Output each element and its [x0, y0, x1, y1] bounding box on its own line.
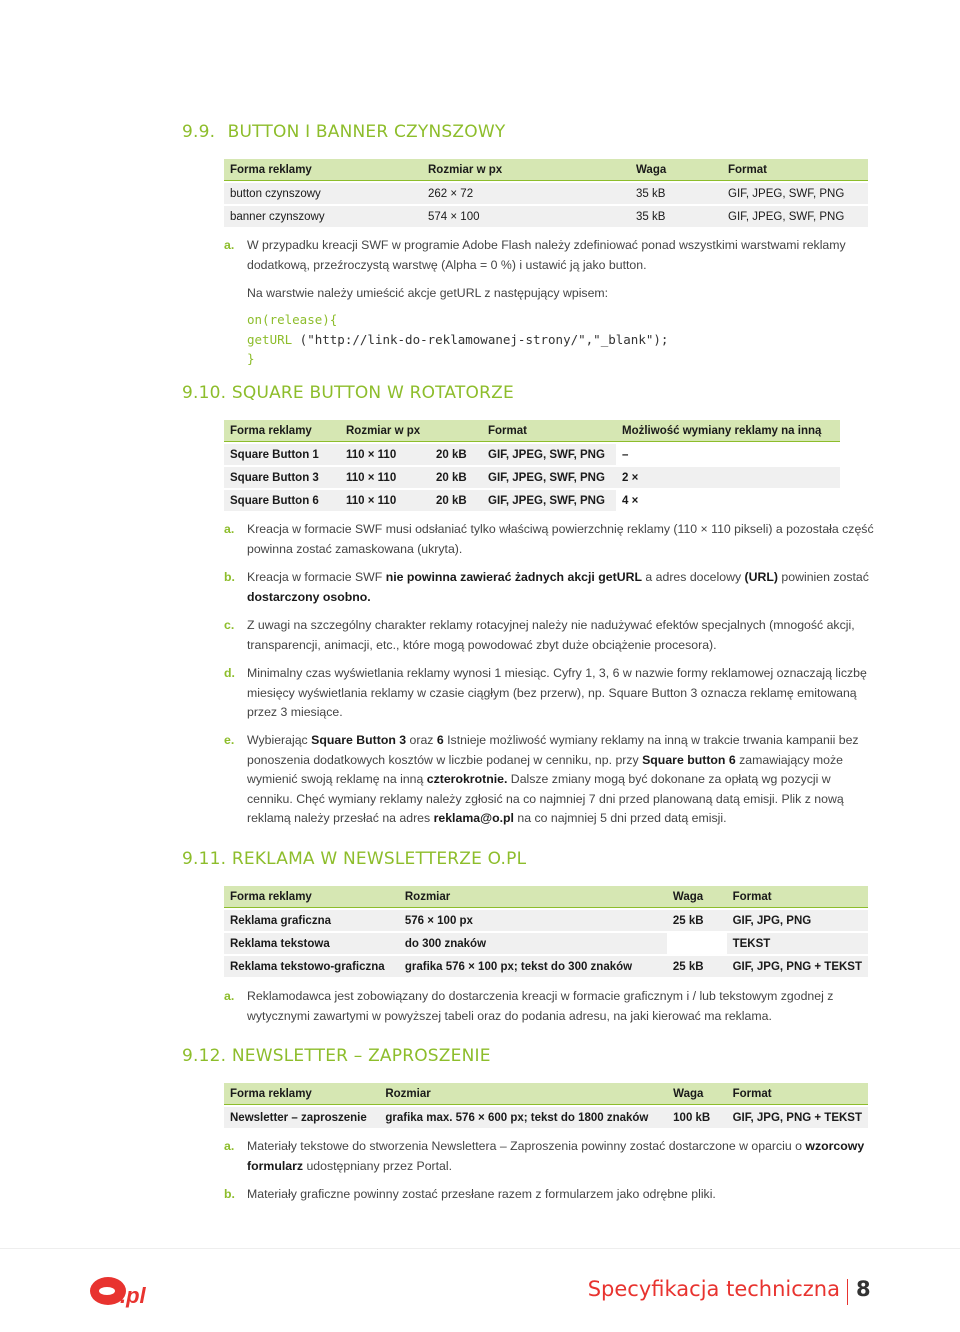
- note-a: [224, 520, 874, 559]
- note-text: Z uwagi na szczególny charakter reklamy rotacyjnej należy nie nadużywać efektów specjalnych (mnogość akcji, transparencji, animacji, etc., które mogą powodować zbyt duże obciążenie procesora).: [247, 618, 855, 652]
- cell: 576 × 100 px: [399, 910, 667, 931]
- cell: 35 kB: [630, 183, 722, 204]
- cell: banner czynszowy: [224, 206, 422, 227]
- table-button-banner: [224, 157, 868, 229]
- col-header: Format: [727, 1083, 868, 1105]
- note-a: [224, 987, 874, 1026]
- col-header: Format: [727, 886, 868, 908]
- note-label: d.: [224, 666, 235, 680]
- cell: grafika max. 576 × 600 px; tekst do 1800 znaków: [379, 1107, 667, 1128]
- note-label: a.: [224, 989, 235, 1003]
- table-header-row: [224, 159, 868, 181]
- section-title: REKLAMA W NEWSLETTERZE O.PL: [231, 849, 527, 869]
- table-row: [224, 910, 868, 931]
- col-header: Rozmiar w px: [422, 159, 630, 181]
- o-pl-logo: [90, 1275, 160, 1315]
- col-header: Format: [722, 159, 868, 181]
- code-function: getURL: [247, 331, 293, 347]
- table-header-row: [224, 886, 868, 908]
- footer-separator: [847, 1279, 848, 1305]
- section-number: 9.10.: [182, 383, 227, 403]
- col-header: Format: [482, 420, 616, 442]
- cell: TEKST: [727, 933, 868, 954]
- cell: 20 kB: [430, 490, 482, 511]
- cell: 25 kB: [667, 910, 727, 931]
- col-header: [430, 420, 482, 442]
- note-b: [224, 568, 874, 607]
- section-9-9-heading: [182, 122, 505, 142]
- cell: 25 kB: [667, 956, 727, 977]
- note-a: [224, 236, 874, 275]
- table-newsletter-invitation: [224, 1081, 868, 1130]
- table-row: [224, 933, 868, 954]
- note-paragraph: Na warstwie należy umieścić akcje getURL z następujący wpisem:: [247, 286, 609, 300]
- cell: Square Button 1: [224, 444, 340, 465]
- cell: 110 × 110: [340, 467, 430, 488]
- cell: GIF, JPEG, SWF, PNG: [722, 183, 868, 204]
- col-header: Forma reklamy: [224, 886, 399, 908]
- cell: GIF, JPG, PNG + TEKST: [727, 956, 868, 977]
- email-link: reklama@o.pl: [433, 811, 514, 825]
- section-number: 9.12.: [182, 1046, 227, 1066]
- cell: Reklama tekstowa: [224, 933, 399, 954]
- section-title: BUTTON I BANNER CZYNSZOWY: [227, 122, 506, 142]
- note-label: a.: [224, 522, 235, 536]
- code-line: }: [247, 351, 255, 366]
- cell: 110 × 110: [340, 444, 430, 465]
- table-row: [224, 183, 868, 204]
- section-title: NEWSLETTER – ZAPROSZENIE: [231, 1046, 491, 1066]
- cell: Square Button 6: [224, 490, 340, 511]
- note-text: Materiały graficzne powinny zostać przesłane razem z formularzem jako odrębne pliki.: [247, 1187, 716, 1201]
- cell: grafika 576 × 100 px; tekst do 300 znaków: [399, 956, 667, 977]
- note-label: c.: [224, 618, 235, 632]
- cell: GIF, JPEG, SWF, PNG: [482, 490, 616, 511]
- note-text: W przypadku kreacji SWF w programie Adobe Flash należy zdefiniować ponad wszystkimi warstwami reklamy dodatkową, przeźroczystą warstwę (Alpha = 0 %) i ustawić ją jako button.: [247, 238, 846, 272]
- note-b: [224, 1185, 874, 1205]
- cell: 100 kB: [667, 1107, 726, 1128]
- col-header: Waga: [667, 1083, 726, 1105]
- cell: GIF, JPEG, SWF, PNG: [722, 206, 868, 227]
- section-number: 9.9.: [182, 122, 216, 142]
- table-row: [224, 206, 868, 227]
- cell: 20 kB: [430, 467, 482, 488]
- section-9-12-heading: [182, 1046, 491, 1066]
- cell: 574 × 100: [422, 206, 630, 227]
- table-row: [224, 467, 840, 488]
- footer-divider: [0, 1248, 960, 1249]
- cell: Newsletter – zaproszenie: [224, 1107, 379, 1128]
- note-text: Minimalny czas wyświetlania reklamy wynosi 1 miesiąc. Cyfry 1, 3, 6 w nazwie formy reklamowej oznaczają liczbę miesięcy wyświetlania reklamy w czasie ciągłym (bez przerw), np. Square Button 3 oznacza reklamę emitowaną przez 3 miesiące.: [247, 666, 867, 719]
- cell: 2 ×: [616, 467, 840, 488]
- section-9-10-heading: [182, 383, 514, 403]
- col-header: Forma reklamy: [224, 159, 422, 181]
- col-header: Możliwość wymiany reklamy na inną: [616, 420, 840, 442]
- note-text: Wybierając Square Button 3 oraz 6 Istnieje możliwość wymiany reklamy na inną w trakcie trwania kampanii bez ponoszenia dodatkowych kosztów w liczbie podanej w cenniku, np. przy Square button 6 zamawiający może wymienić swoją reklamę na inną czterokrotnie. Dalsze zmiany mogą być dokonane za opłatą wg pozycji w cenniku. Chęć wymiany reklamy należy zgłosić na co najmniej 7 dni przed planowaną datą emisji. Plik z nową reklamą należy przesłać na adres reklama@o.pl na co najmniej 5 dni przed datą emisji.: [247, 733, 859, 825]
- section-9-11-heading: [182, 849, 526, 869]
- note-e: [224, 731, 874, 829]
- cell: [667, 933, 727, 954]
- col-header: Rozmiar w px: [340, 420, 430, 442]
- cell: 262 × 72: [422, 183, 630, 204]
- note-text: Kreacja w formacie SWF nie powinna zawierać żadnych akcji getURL a adres docelowy (URL) powinien zostać dostarczony osobno.: [247, 570, 869, 604]
- code-line: on(release){: [247, 312, 338, 327]
- cell: GIF, JPG, PNG + TEKST: [727, 1107, 868, 1128]
- note-text: Reklamodawca jest zobowiązany do dostarczenia kreacji w formacie graficznym i / lub tekstowym zgodnej z wytycznymi zawartymi w powyższej tabeli oraz do podania adresu, na jaki kierować ma reklama.: [247, 989, 834, 1023]
- code-args: ("http://link-do-reklamowanej-strony/","_blank");: [292, 331, 669, 347]
- col-header: Waga: [630, 159, 722, 181]
- cell: button czynszowy: [224, 183, 422, 204]
- col-header: Waga: [667, 886, 727, 908]
- note-label: a.: [224, 238, 235, 252]
- note-label: b.: [224, 570, 235, 584]
- note-text: Kreacja w formacie SWF musi odsłaniać tylko właściwą powierzchnię reklamy (110 × 110 pikseli) a pozostała część powinna zostać zamaskowana (ukryta).: [247, 522, 874, 556]
- cell: Reklama graficzna: [224, 910, 399, 931]
- cell: –: [616, 444, 840, 465]
- cell: 35 kB: [630, 206, 722, 227]
- note-a: [224, 1137, 874, 1176]
- cell: Square Button 3: [224, 467, 340, 488]
- col-header: Rozmiar: [379, 1083, 667, 1105]
- note-text: Materiały tekstowe do stworzenia Newslettera – Zaproszenia powinny zostać dostarczone w oparciu o wzorcowy formularz udostępniany przez Portal.: [247, 1139, 865, 1173]
- cell: GIF, JPEG, SWF, PNG: [482, 444, 616, 465]
- footer-title: Specyfikacja techniczna: [587, 1277, 840, 1301]
- col-header: Forma reklamy: [224, 1083, 379, 1105]
- table-row: [224, 956, 868, 977]
- table-header-row: [224, 420, 840, 442]
- note-label: e.: [224, 733, 235, 747]
- section-title: SQUARE BUTTON W ROTATORZE: [231, 383, 514, 403]
- code-block: [247, 310, 668, 369]
- cell: 110 × 110: [340, 490, 430, 511]
- table-row: [224, 444, 840, 465]
- note-label: b.: [224, 1187, 235, 1201]
- table-header-row: [224, 1083, 868, 1105]
- cell: 4 ×: [616, 490, 840, 511]
- cell: GIF, JPG, PNG: [727, 910, 868, 931]
- col-header: Rozmiar: [399, 886, 667, 908]
- table-row: [224, 490, 840, 511]
- code-line: [247, 330, 668, 350]
- page-number: 8: [856, 1277, 871, 1301]
- cell: Reklama tekstowo-graficzna: [224, 956, 399, 977]
- table-square-button: [224, 418, 840, 513]
- logo-text: .pl: [120, 1283, 146, 1308]
- note-d: [224, 664, 874, 723]
- note-label: a.: [224, 1139, 235, 1153]
- col-header: Forma reklamy: [224, 420, 340, 442]
- cell: 20 kB: [430, 444, 482, 465]
- table-row: [224, 1107, 868, 1128]
- note-c: [224, 616, 874, 655]
- cell: do 300 znaków: [399, 933, 667, 954]
- table-newsletter-ads: [224, 884, 868, 979]
- cell: GIF, JPEG, SWF, PNG: [482, 467, 616, 488]
- section-number: 9.11.: [182, 849, 227, 869]
